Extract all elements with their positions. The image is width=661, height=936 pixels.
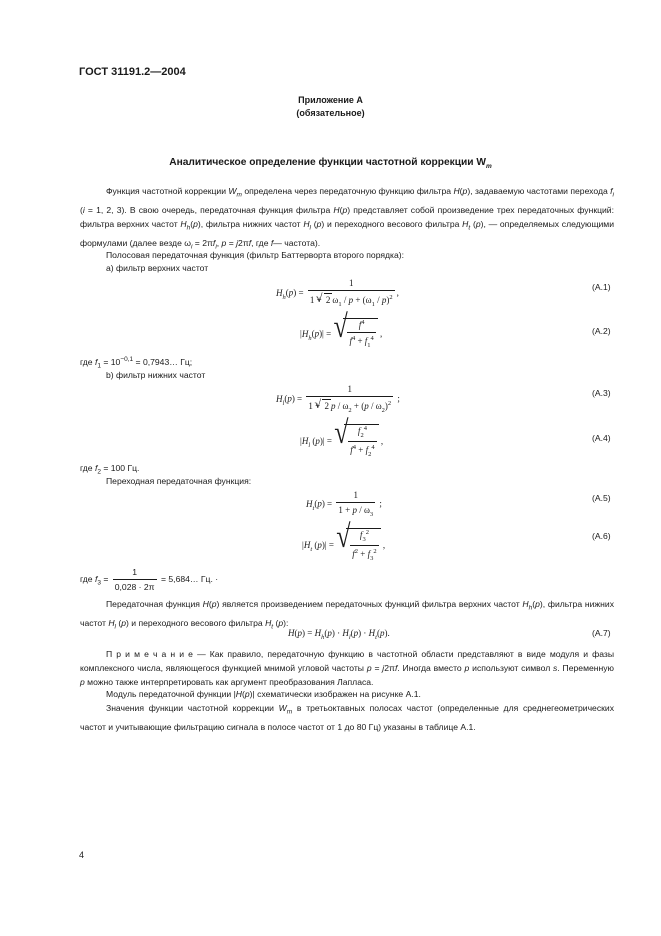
where-f3: где $f_3$ = $\frac{1}{0,028 \cdot 2\pi}$ = 5,684… Гц. · xyxy=(80,567,219,592)
equation-a6: $|H_t$ (p)| = √ $\frac{f_3^2}{f^2 + f_3^2}$ , xyxy=(302,518,386,562)
equation-a3: $H_l(p)$ = $\frac{1}{1 + √ 2 p / \omega_2 + (p / \omega_2)^2}$ ; xyxy=(276,384,400,415)
paragraph-product: Передаточная функция H(p) является произведением передаточных функций фильтра верхних частот $H_h(p)$, фильтра нижних частот $H_l$ (p) и переходного весового фильтра $H_t$ (p): xyxy=(80,599,614,631)
equation-number-a2: (A.2) xyxy=(592,326,611,336)
paragraph-values: Значения функции частотной коррекции $W_m$ в третьоктавных полосах частот (определенные для среднегеометрических частот и учитывающие фильтрацию сигнала в полосе частот от 1 до 80 Гц) указаны в таблице А.1. xyxy=(80,703,614,732)
equation-a1: $H_h(p)$ = $\frac{1}{1 + √ 2 \omega_1 / p + (\omega_1 / p)^2}$ , xyxy=(276,278,399,309)
equation-number-a3: (A.3) xyxy=(592,388,611,398)
list-item-b: b) фильтр нижних частот xyxy=(106,370,206,380)
standard-header: ГОСТ 31191.2—2004 xyxy=(79,66,186,78)
where-f1: где $f_1 = 10^{-0,1}$ = 0,7943… Гц; xyxy=(80,356,193,370)
section-title-text: Аналитическое определение функции частотной коррекции W xyxy=(169,157,486,168)
equation-a5: $H_t(p)$ = $\frac{1}{1 + p / \omega_3}$ ; xyxy=(306,490,382,519)
list-item-a: а) фильтр верхних частот xyxy=(106,263,209,273)
appendix-title: Приложение А xyxy=(298,95,363,105)
appendix-status: (обязательное) xyxy=(296,108,365,118)
paragraph-transition: Переходная передаточная функция: xyxy=(106,476,252,486)
where-f3-value: = 5,684… Гц. xyxy=(161,574,213,584)
equation-number-a7: (A.7) xyxy=(592,628,611,638)
equation-a2: $|H_h(p)|$ = √ $\frac{f^4}{f^4 + f_1^4}$ , xyxy=(300,308,383,350)
note-label: П р и м е ч а н и е xyxy=(106,649,193,659)
section-title-sub: m xyxy=(485,163,492,171)
equation-number-a6: (A.6) xyxy=(592,531,611,541)
equation-a4: $|H_l$ (p)| = √ $\frac{f_2^4}{f^4 + f_2^4}$ , xyxy=(300,414,384,458)
note: П р и м е ч а н и е — Как правило, передаточную функцию в частотной области представляют в виде модуля и фазы комплексного числа, являющегося функцией мнимой угловой частоты p = j2πf. Иногда вместо p используют символ s. Переменную p можно также интерпретировать как аргумент преобразования Лапласа. xyxy=(80,649,614,688)
paragraph-bandpass: Полосовая передаточная функция (фильтр Баттерворта второго порядка): xyxy=(106,250,405,260)
page-number: 4 xyxy=(79,850,85,860)
where-f2: где $f_2 = 100$ Гц. xyxy=(80,463,140,476)
paragraph-intro: Функция частотной коррекции $W_m$ определена через передаточную функцию фильтра H(p), задаваемую частотами перехода $f_i$ (i = 1, 2, 3). В свою очередь, передаточная функция фильтра H(p) представляет собой произведение трех передаточных функций: фильтра верхних частот $H_h(p)$, фильтра нижних частот $H_l$ (p) и переходного весового фильтра $H_t$ (p), — определяемых следующими формулами (далее везде $\omega_i = 2\pi f_i$, p = j2πf, где f— частота). xyxy=(80,186,615,251)
equation-a7: $H(p) = H_h(p) \cdot H_l(p) \cdot H_t(p)$. xyxy=(288,628,390,641)
equation-number-a1: (A.1) xyxy=(592,282,611,292)
equation-number-a5: (A.5) xyxy=(592,493,611,503)
equation-number-a4: (A.4) xyxy=(592,433,611,443)
section-title xyxy=(0,157,661,171)
paragraph-modulus: Модуль передаточной функции |H(p)| схематически изображен на рисунке А.1. xyxy=(106,689,421,699)
